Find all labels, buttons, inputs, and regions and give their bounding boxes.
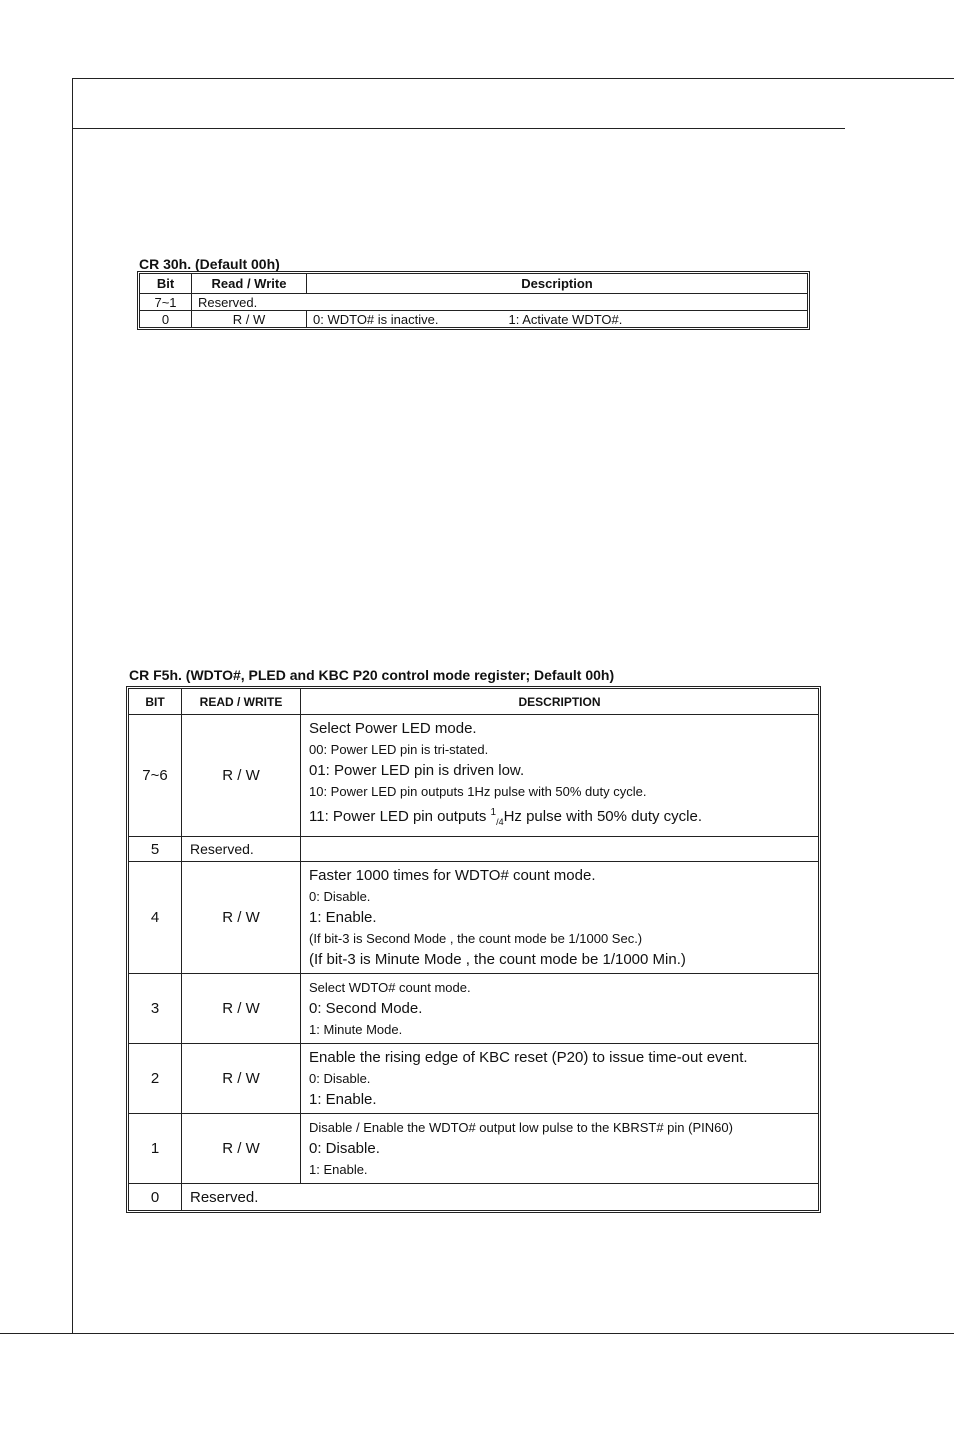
header-bit: BIT: [129, 689, 182, 715]
description-line: (If bit-3 is Second Mode , the count mode be 1/1000 Sec.): [309, 931, 643, 946]
read-write-cell: R / W: [182, 862, 301, 974]
description-line: 0: Second Mode.: [309, 1000, 423, 1017]
bit-cell: 1: [129, 1114, 182, 1184]
bit-cell: 4: [129, 862, 182, 974]
description-line: (If bit-3 is Minute Mode , the count mode be 1/1000 Min.): [309, 951, 686, 968]
bit-cell: 3: [129, 974, 182, 1044]
description-line: [309, 802, 810, 833]
description-line: Faster 1000 times for WDTO# count mode.: [309, 867, 596, 884]
table1-caption: CR 30h. (Default 00h): [139, 256, 280, 272]
description-line: 1: Enable.: [309, 1091, 377, 1108]
description-line: 1: Enable.: [309, 1162, 368, 1177]
bit-cell: 7~6: [129, 715, 182, 837]
description-line: 0: Disable.: [309, 889, 371, 904]
fraction-numerator: 1: [490, 807, 497, 818]
table-header-row: [140, 274, 808, 294]
table-row: [129, 862, 819, 974]
read-write-cell: R / W: [192, 311, 307, 328]
register-table-cr30: [139, 273, 808, 328]
table-row: [129, 837, 819, 862]
description-option-1: 1: Activate WDTO#.: [508, 311, 623, 327]
register-table-crf5: [128, 688, 819, 1211]
table-row: [129, 715, 819, 837]
description-line: Enable the rising edge of KBC reset (P20) to issue time-out event.: [309, 1049, 748, 1066]
header-description: Description: [307, 274, 808, 294]
table-row: [140, 311, 808, 328]
header-bit: Bit: [140, 274, 192, 294]
bit-cell: 5: [129, 837, 182, 862]
description-cell: [301, 862, 819, 974]
top-rule: [72, 78, 954, 79]
description-line: 0: Disable.: [309, 1140, 380, 1157]
description-option-0: 0: WDTO# is inactive.: [313, 311, 439, 327]
bit-cell: 7~1: [140, 294, 192, 311]
description-cell: [301, 715, 819, 837]
description-cell: [301, 974, 819, 1044]
table-row: [129, 1114, 819, 1184]
bit-cell: 0: [140, 311, 192, 328]
table-row: [129, 974, 819, 1044]
description-line: 1: Enable.: [309, 909, 377, 926]
bottom-rule: [0, 1333, 954, 1334]
empty-description-cell: [301, 837, 819, 862]
table-header-row: [129, 689, 819, 715]
description-cell: [301, 1044, 819, 1114]
description-line: Select Power LED mode.: [309, 720, 477, 737]
header-read-write: READ / WRITE: [182, 689, 301, 715]
description-cell: [301, 1114, 819, 1184]
reserved-cell: Reserved.: [192, 294, 808, 311]
fraction-denominator: /4: [496, 817, 504, 827]
read-write-cell: R / W: [182, 974, 301, 1044]
description-line: 00: Power LED pin is tri-stated.: [309, 742, 489, 757]
description-line: 0: Disable.: [309, 1071, 371, 1086]
description-line: Select WDTO# count mode.: [309, 980, 471, 995]
description-line: Disable / Enable the WDTO# output low pulse to the KBRST# pin (PIN60): [309, 1120, 733, 1135]
description-text: 11: Power LED pin outputs: [309, 808, 491, 825]
left-margin-rule: [72, 78, 73, 1334]
read-write-cell: R / W: [182, 1114, 301, 1184]
header-description: DESCRIPTION: [301, 689, 819, 715]
bit-cell: 2: [129, 1044, 182, 1114]
description-cell: [307, 311, 808, 328]
read-write-cell: R / W: [182, 1044, 301, 1114]
bit-cell: 0: [129, 1184, 182, 1211]
header-read-write: Read / Write: [192, 274, 307, 294]
table-row: [129, 1044, 819, 1114]
table-row: [129, 1184, 819, 1211]
description-text: Hz pulse with 50% duty cycle.: [503, 808, 702, 825]
reserved-cell: Reserved.: [182, 1184, 819, 1211]
table-row: [140, 294, 808, 311]
description-line: 1: Minute Mode.: [309, 1022, 403, 1037]
read-write-cell: R / W: [182, 715, 301, 837]
table2-caption: CR F5h. (WDTO#, PLED and KBC P20 control mode register; Default 00h): [129, 667, 615, 683]
reserved-cell: Reserved.: [182, 837, 301, 862]
description-line: 01: Power LED pin is driven low.: [309, 762, 525, 779]
header-rule: [72, 128, 845, 129]
description-line: 10: Power LED pin outputs 1Hz pulse with 50% duty cycle.: [309, 784, 647, 799]
